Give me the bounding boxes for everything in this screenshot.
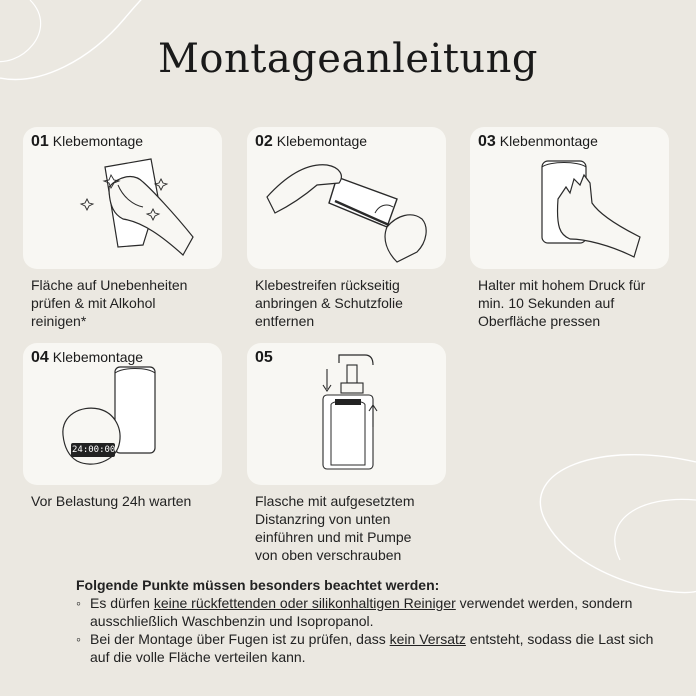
page-title: Montageanleitung <box>157 36 539 82</box>
step-card-5 <box>247 343 446 485</box>
step-card-1 <box>23 127 222 269</box>
step-card-4 <box>23 343 222 485</box>
step-heading: 01 Klebemontage <box>31 133 144 150</box>
step-2-description: Klebestreifen rückseitig anbringen & Schutzfolie entfernen <box>255 277 403 329</box>
underlined-text: kein Versatz <box>389 631 466 647</box>
step-heading: 04 Klebemontage <box>31 349 144 366</box>
timer-display: 24:00:00 <box>72 445 116 455</box>
step-3-description: Halter mit hohem Druck für min. 10 Sekunden auf Oberfläche pressen <box>478 277 646 329</box>
important-notes <box>76 576 656 666</box>
step-heading: 05 <box>255 349 273 366</box>
step-card-2 <box>247 127 446 269</box>
note-item: ◦ Es dürfen keine rückfettenden oder silikonhaltigen Reiniger verwendet werden, sondern ausschließlich Waschbenzin und Isopropanol. <box>76 595 633 629</box>
bullet-icon: ◦ <box>76 631 81 647</box>
step-heading: 03 Klebenmontage <box>478 133 598 150</box>
notes-list <box>76 594 656 666</box>
step-card-3 <box>470 127 669 269</box>
notes-heading: Folgende Punkte müssen besonders beachtet werden: <box>76 577 440 593</box>
step-heading: 02 Klebemontage <box>255 133 368 150</box>
step-4-description: Vor Belastung 24h warten <box>31 493 192 509</box>
underlined-text: keine rückfettenden oder silikonhaltigen Reiniger <box>153 595 456 611</box>
step-1-description: Fläche auf Unebenheiten prüfen & mit Alkohol reinigen* <box>31 277 188 329</box>
note-item: ◦ Bei der Montage über Fugen ist zu prüfen, dass kein Versatz entsteht, sodass die Last sich auf die volle Fläche verteilen kann. <box>76 631 654 665</box>
step-5-description: Flasche mit aufgesetztem Distanzring von unten einführen und mit Pumpe von oben verschrauben <box>255 493 415 563</box>
bottle-pump-illustration <box>247 343 446 485</box>
bullet-icon: ◦ <box>76 595 81 611</box>
